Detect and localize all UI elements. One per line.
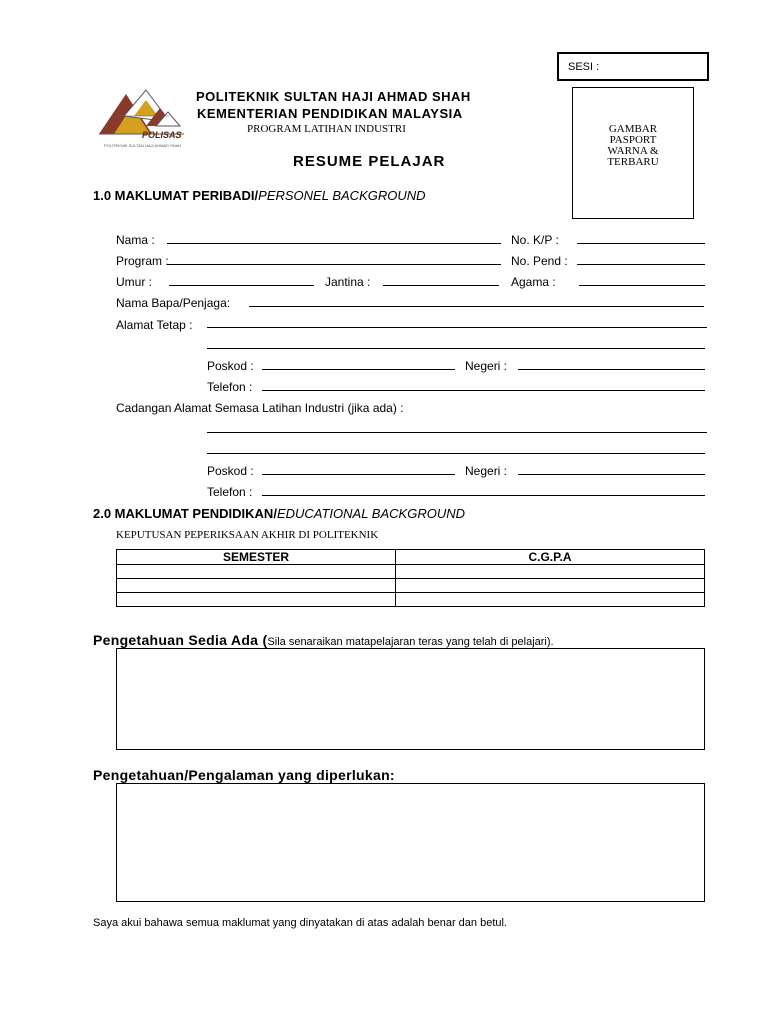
semester-cell[interactable] [117, 565, 396, 579]
poskod-label: Poskod : [207, 359, 254, 373]
section4-title: Pengetahuan/Pengalaman yang diperlukan: [93, 767, 395, 783]
polisas-logo [94, 86, 204, 152]
table-header-row [117, 550, 705, 565]
sesi-box[interactable] [557, 52, 709, 81]
section2-title [93, 506, 465, 521]
declaration-text: Saya akui bahawa semua maklumat yang dinyatakan di atas adalah benar dan betul. [93, 917, 507, 929]
poskod-label-2: Poskod : [207, 464, 254, 478]
pengetahuan-sedia-ada-box[interactable] [116, 648, 705, 750]
semester-cell[interactable] [117, 593, 396, 607]
umur-field[interactable] [169, 285, 314, 286]
sesi-label: SESI : [568, 61, 600, 73]
negeri-label: Negeri : [465, 359, 508, 373]
umur-label: Umur : [116, 275, 152, 289]
photo-line4: TERBARU [607, 156, 659, 168]
pengetahuan-pengalaman-box[interactable] [116, 783, 705, 902]
nama-bapa-field[interactable] [249, 306, 704, 307]
photo-line1: GAMBAR [608, 123, 658, 135]
cadangan-alamat-field-1[interactable] [207, 432, 707, 433]
no-kp-field[interactable] [577, 243, 705, 244]
photo-box[interactable] [572, 87, 694, 219]
no-kp-label: No. K/P : [511, 233, 559, 247]
ministry-name: KEMENTERIAN PENDIDIKAN MALAYSIA [197, 106, 463, 121]
telefon-field-2[interactable] [262, 495, 705, 496]
agama-label: Agama : [511, 275, 556, 289]
negeri-label-2: Negeri : [465, 464, 508, 478]
no-pend-label: No. Pend : [511, 254, 568, 268]
program-field[interactable] [167, 264, 501, 265]
table-row [117, 579, 705, 593]
jantina-field[interactable] [383, 285, 499, 286]
table-row [117, 565, 705, 579]
logo-subtext: POLITEKNIK SULTAN HAJI AHMAD SHAH [104, 143, 182, 148]
page-title: RESUME PELAJAR [293, 153, 446, 170]
semester-header: SEMESTER [117, 550, 396, 565]
alamat-tetap-field-1[interactable] [207, 327, 707, 328]
nama-field[interactable] [167, 243, 501, 244]
program-label: Program : [116, 254, 169, 268]
section3-title-note: Sila senaraikan matapelajaran teras yang telah di pelajari). [267, 636, 554, 648]
section2-subtitle: KEPUTUSAN PEPERIKSAAN AKHIR DI POLITEKNIK [116, 529, 379, 541]
cgpa-header: C.G.P.A [396, 550, 705, 565]
photo-line3: WARNA & [607, 145, 659, 157]
cgpa-cell[interactable] [396, 565, 705, 579]
telefon-label: Telefon : [207, 380, 253, 394]
no-pend-field[interactable] [577, 264, 705, 265]
section1-title [93, 188, 426, 203]
poskod-field[interactable] [262, 369, 455, 370]
cgpa-table [116, 549, 705, 607]
photo-line2: PASPORT [609, 134, 657, 146]
cadangan-alamat-field-2[interactable] [207, 453, 705, 454]
section1-title-italic: PERSONEL BACKGROUND [258, 188, 426, 203]
nama-bapa-label: Nama Bapa/Penjaga: [116, 296, 231, 310]
cgpa-cell[interactable] [396, 579, 705, 593]
negeri-field-2[interactable] [518, 474, 705, 475]
section3-title-bold: Pengetahuan Sedia Ada ( [93, 632, 268, 648]
cgpa-cell[interactable] [396, 593, 705, 607]
telefon-field[interactable] [262, 390, 705, 391]
table-row [117, 593, 705, 607]
agama-field[interactable] [579, 285, 705, 286]
poskod-field-2[interactable] [262, 474, 455, 475]
section2-title-italic: EDUCATIONAL BACKGROUND [276, 506, 465, 521]
telefon-label-2: Telefon : [207, 485, 253, 499]
cadangan-alamat-label: Cadangan Alamat Semasa Latihan Industri (jika ada) : [116, 401, 404, 415]
negeri-field[interactable] [518, 369, 705, 370]
alamat-tetap-field-2[interactable] [207, 348, 705, 349]
nama-label: Nama : [116, 233, 155, 247]
jantina-label: Jantina : [325, 275, 371, 289]
section2-title-bold: 2.0 MAKLUMAT PENDIDIKAN/ [93, 506, 277, 521]
institution-name: POLITEKNIK SULTAN HAJI AHMAD SHAH [196, 89, 471, 104]
alamat-tetap-label: Alamat Tetap : [116, 318, 193, 332]
section1-title-bold: 1.0 MAKLUMAT PERIBADI/ [93, 188, 259, 203]
semester-cell[interactable] [117, 579, 396, 593]
program-name: PROGRAM LATIHAN INDUSTRI [247, 123, 406, 135]
logo-text: POLISAS [142, 130, 182, 140]
